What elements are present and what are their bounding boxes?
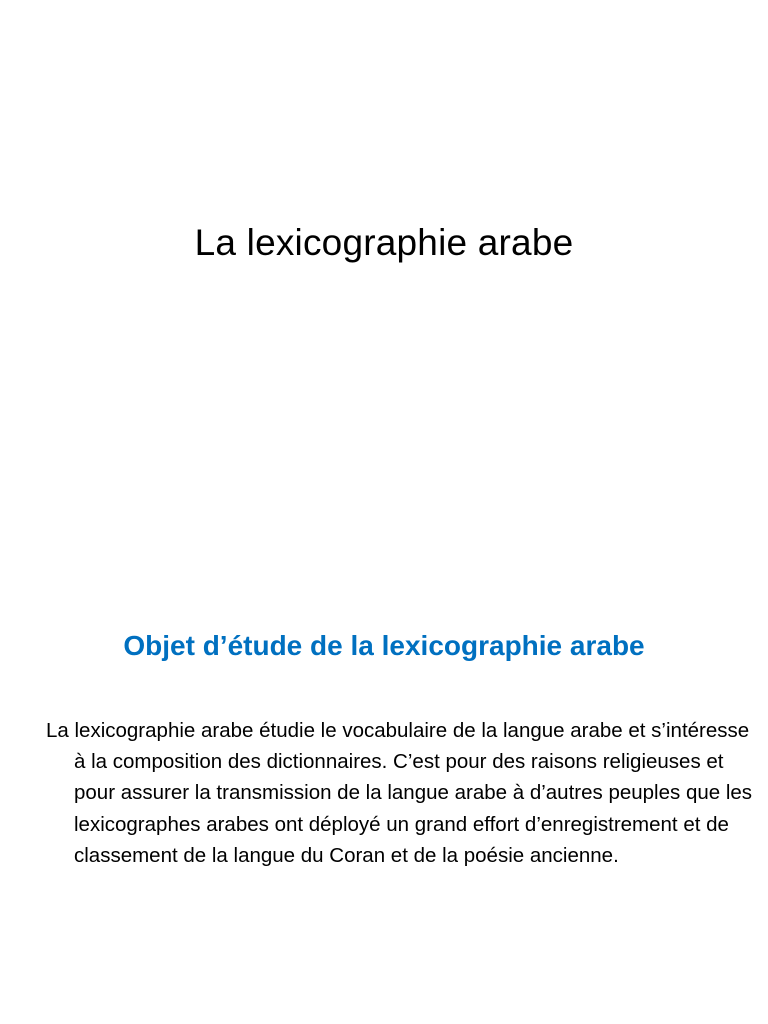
slide-title: La lexicographie arabe	[194, 222, 574, 263]
section-heading: Objet d’étude de la lexicographie arabe	[123, 630, 645, 661]
content-slide	[0, 512, 768, 1024]
body-paragraph: La lexicographie arabe étudie le vocabulaire de la langue arabe et s’intéresse à la composition des dictionnaires. C’est pour des raisons religieuses et pour assurer la transmission de la langue arabe à d’autres peuples que les lexicographes arabes ont déployé un grand effort d’enregistrement et de classement de la langue du Coran et de la poésie ancienne.	[46, 719, 753, 867]
